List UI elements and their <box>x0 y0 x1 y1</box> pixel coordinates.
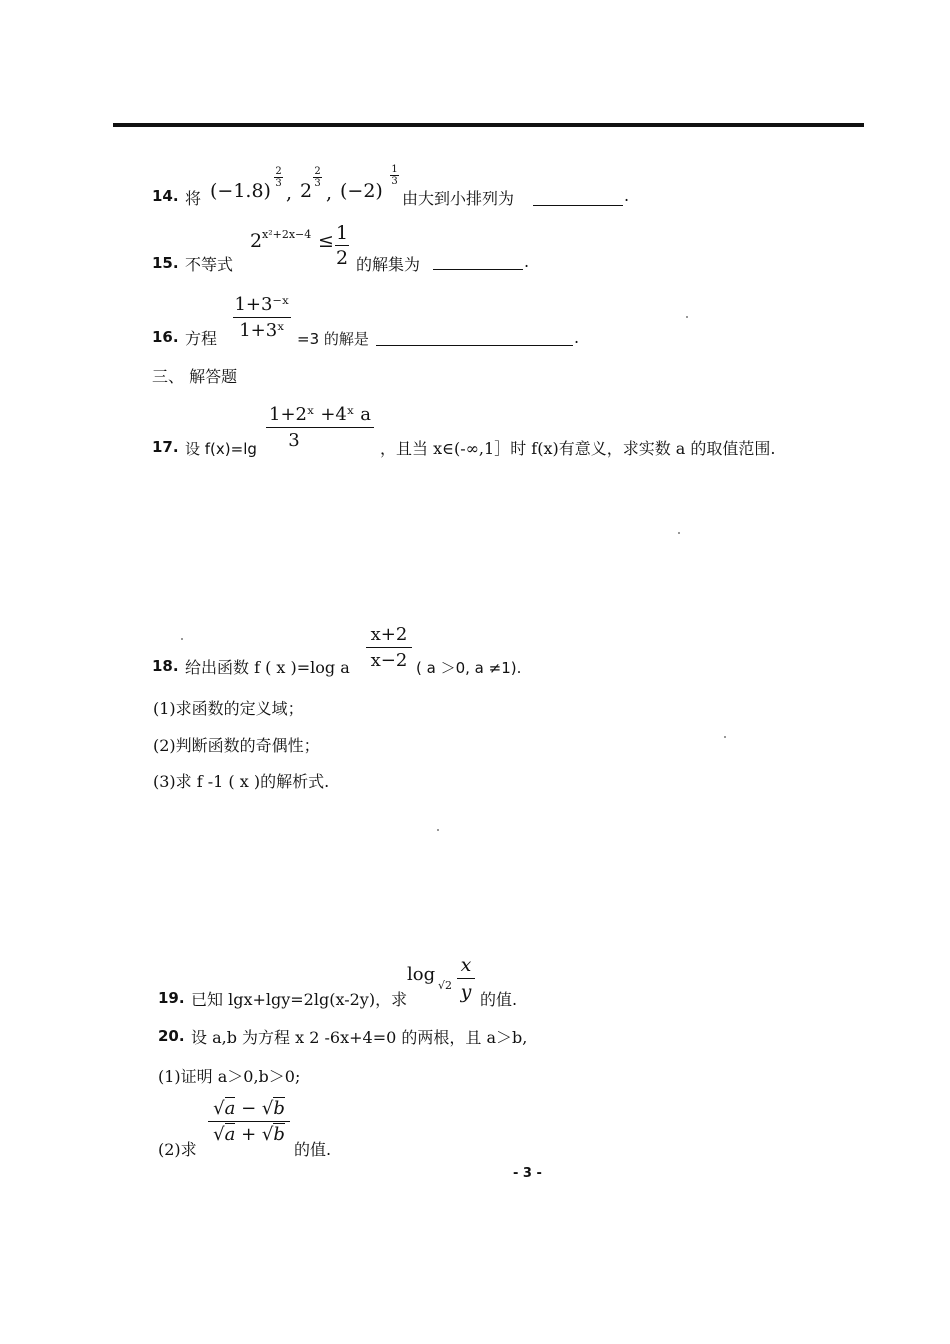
question-lead: 方程 <box>185 329 218 348</box>
page-number: - 3 - <box>513 1166 542 1181</box>
sub-question: (1)求函数的定义域； <box>153 699 304 718</box>
question-lead: 设 a,b 为方程 x 2 -6x+4=0 的两根，且 a＞b, <box>191 1028 528 1047</box>
log-argument-fraction: x+2 x−2 <box>366 624 412 671</box>
log-argument-fraction: 1+2ˣ +4ˣ a 3 <box>266 404 374 451</box>
header-rule <box>113 123 864 127</box>
answer-blank <box>533 204 623 206</box>
question-condition: ( a ＞0, a ≠1). <box>416 659 522 677</box>
scan-speck <box>678 532 680 534</box>
power-exponent: 2 3 <box>275 166 282 189</box>
power-base: 2 <box>250 230 263 252</box>
question-end: . <box>624 186 630 205</box>
power-base: (−1.8) <box>210 180 271 202</box>
power-base: (−2) <box>340 180 383 202</box>
question-lead: 已知 lgx+lgy=2lg(x-2y)，求 <box>191 990 408 1009</box>
question-lead: 设 f(x)=lg <box>185 440 257 458</box>
scan-speck <box>686 316 688 318</box>
separator: , <box>326 182 333 204</box>
sub-question: (1)证明 a＞0,b＞0; <box>158 1067 301 1086</box>
scan-speck <box>437 829 439 831</box>
question-number: 18. <box>152 657 179 675</box>
power-exponent: 1 3 <box>391 164 398 187</box>
question-text: =3 的解是 <box>297 330 369 348</box>
sub-question-tail: 的值. <box>294 1140 332 1159</box>
sub-question: (3)求 f -1 ( x )的解析式. <box>153 772 330 791</box>
question-number: 19. <box>158 989 185 1007</box>
question-number: 15. <box>152 254 179 272</box>
power-exponent: x²+2x−4 <box>262 228 312 241</box>
question-number: 17. <box>152 438 179 456</box>
question-end: . <box>524 252 530 271</box>
question-lead: 不等式 <box>185 255 234 274</box>
scan-speck <box>724 736 726 738</box>
answer-blank <box>433 268 523 270</box>
relation-sign: ≤ <box>318 230 334 252</box>
question-number: 14. <box>152 187 179 205</box>
question-lead: 将 <box>185 189 202 208</box>
scan-speck <box>181 638 183 640</box>
question-end: . <box>574 328 580 347</box>
sub-question: (2)判断函数的奇偶性； <box>153 736 320 755</box>
question-text: 的值. <box>480 990 518 1009</box>
power-exponent: 2 3 <box>314 166 321 189</box>
question-number: 20. <box>158 1027 185 1045</box>
power-base: 2 <box>300 180 313 202</box>
log-base: √2 <box>438 979 453 992</box>
question-text: ，且当 x∈(-∞,1］时 f(x)有意义，求实数 a 的取值范围. <box>380 439 776 458</box>
equation-fraction: 1+3⁻ˣ 1+3ˣ <box>234 294 290 341</box>
log-argument-fraction: x y <box>457 954 475 1003</box>
sub-question-lead: (2)求 <box>158 1140 197 1159</box>
radical-fraction: √a − √b √a + √b <box>208 1098 290 1145</box>
separator: , <box>286 182 293 204</box>
fraction-one-half: 1 2 <box>335 222 349 269</box>
question-text: 由大到小排列为 <box>402 189 515 208</box>
question-text: 的解集为 <box>356 255 421 274</box>
log-symbol: log <box>407 964 436 985</box>
question-lead: 给出函数 f ( x )=log a <box>185 658 350 677</box>
section-title: 三、 解答题 <box>152 367 238 386</box>
question-number: 16. <box>152 328 179 346</box>
answer-blank <box>376 344 573 346</box>
